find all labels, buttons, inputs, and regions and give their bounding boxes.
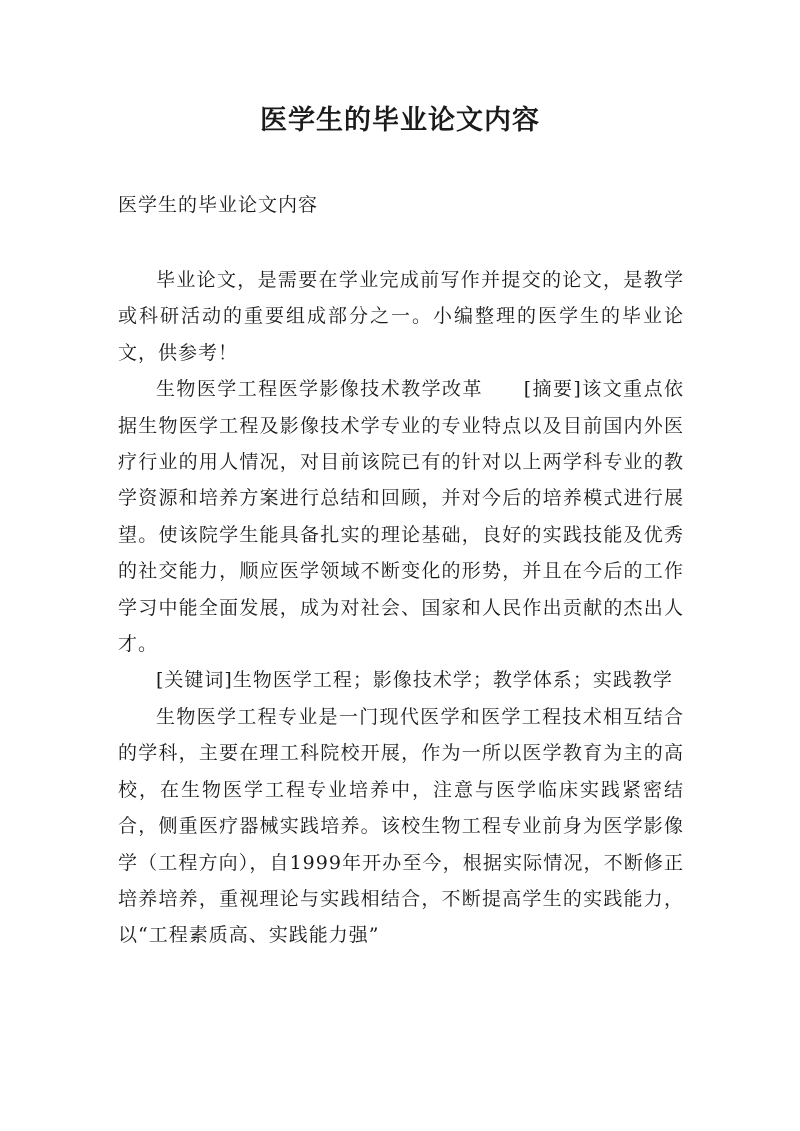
paragraph-abstract: 生物医学工程医学影像技术教学改革 [摘要]该文重点依据生物医学工程及影像技术学专业的专业特点以及目前国内外医疗行业的用人情况，对目前该院已有的针对以上两学科专业的教学资源和培养方案进行总结和回顾，并对今后的培养模式进行展望。使该院学生能具备扎实的理论基础，良好的实践技能及优秀的社交能力，顺应医学领域不断变化的形势，并且在今后的工作学习中能全面发展，成为对社会、国家和人民作出贡献的杰出人才。	[118, 378, 684, 656]
document-title: 医学生的毕业论文内容	[260, 105, 540, 136]
paragraph-main: 生物医学工程专业是一门现代医学和医学工程技术相互结合的学科，主要在理工科院校开展，作为一所以医学教育为主的高校，在生物医学工程专业培养中，注意与医学临床实践紧密结合，侧重医疗器械实践培养。该校生物工程专业前身为医学影像学（工程方向），自1999年开办至今，根据实际情况，不断修正培养培养，重视理论与实践相结合，不断提高学生的实践能力，以“工程素质高、实践能力强”	[118, 705, 684, 947]
paragraph-keywords: [关键词]生物医学工程；影像技术学；教学体系；实践教学	[156, 669, 673, 692]
document-body	[118, 262, 684, 954]
document-subtitle: 医学生的毕业论文内容	[118, 194, 319, 216]
paragraph-intro: 毕业论文，是需要在学业完成前写作并提交的论文，是教学或科研活动的重要组成部分之一。小编整理的医学生的毕业论文，供参考！	[118, 269, 684, 364]
